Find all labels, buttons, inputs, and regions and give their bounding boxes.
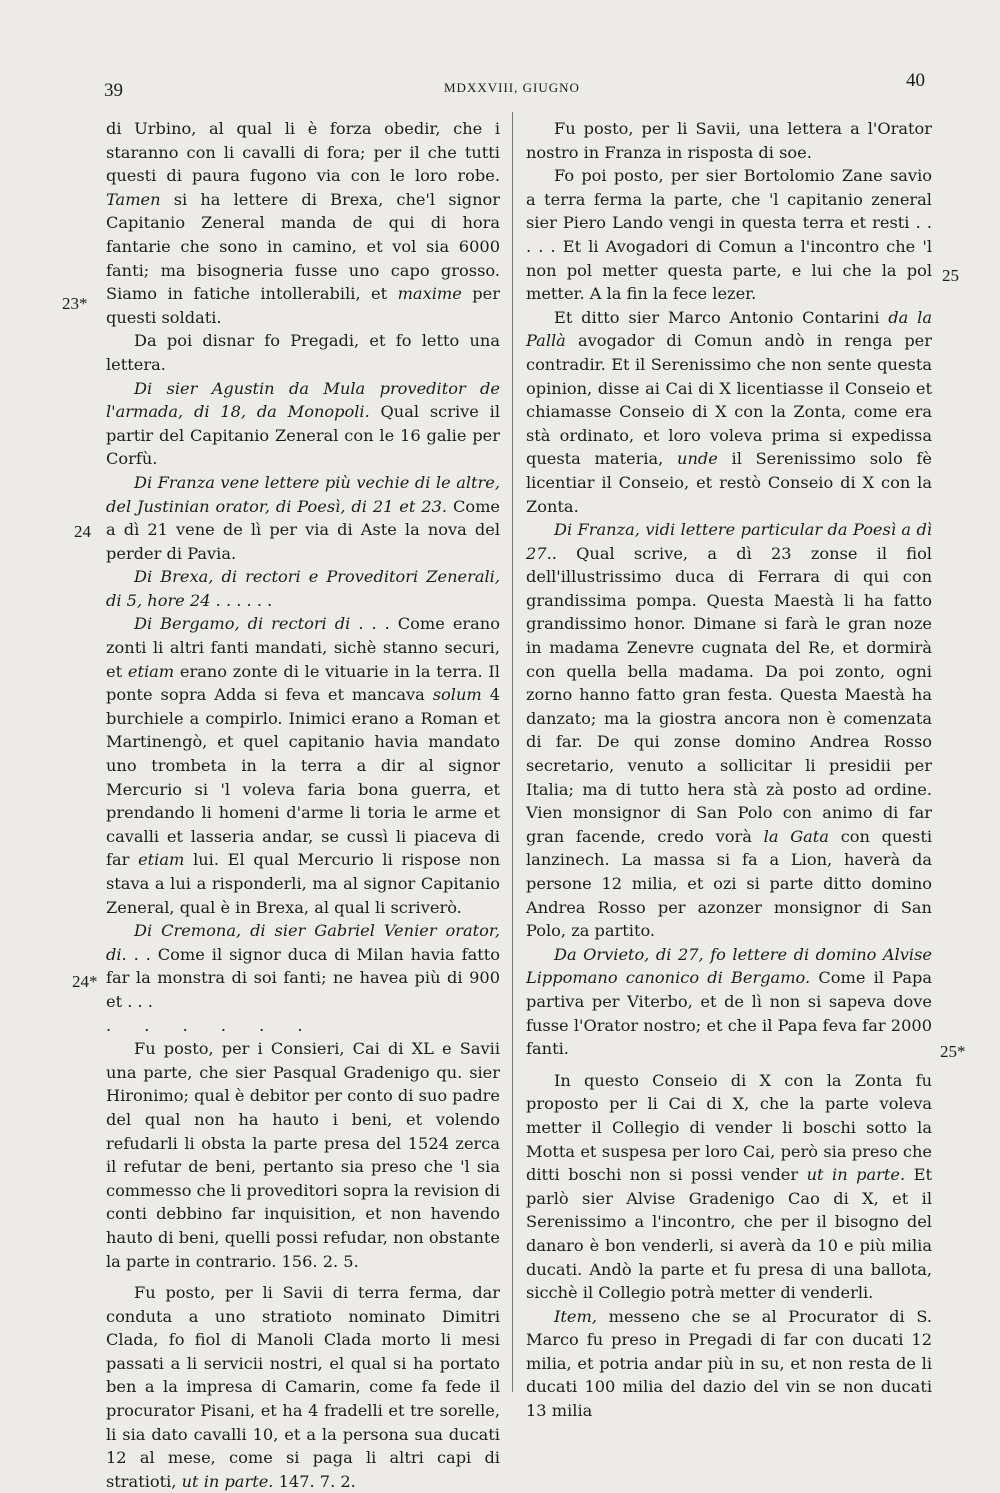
- page-number-right: 40: [906, 70, 925, 91]
- paragraph: di Urbino, al qual li è forza obedir, che i staranno con li cavalli di fora; per il che tutti questi di paura fugono via con le loro robe. Tamen si ha lettere di Brexa, che'l signor Capitanio Zeneral manda de qui di hora fantarie che sono in camino, et vol sia 6000 fanti; ma bisogneria fusse uno capo grosso. Siamo in fatiche intollerabili, et maxime per questi soldati.: [106, 119, 500, 327]
- paragraph: In questo Conseio di X con la Zonta fu proposto per li Cai di X, che la parte voleva metter il Collegio di vender li boschi sotto la Motta et suspesa per loro Cai, però sia preso che ditti boschi non si possi vender ut in parte. Et parlò sier Alvise Gradenigo Cao di X, et il Serenissimo a l'incontro, che per il bisogno del danaro è bon venderli, si averà da 10 e più milia ducati. Andò la parte et fu presa di una ballota, sicchè il Collegio potrà metter di venderli.: [526, 1070, 932, 1303]
- paragraph: Fo poi posto, per sier Bortolomio Zane savio a terra ferma la parte, che 'l capitanio zeneral sier Piero Lando vengi in questa terra et resti . . . . . Et li Avogadori di Comun a l'incontro che 'l non pol metter questa parte, e lui che la pol metter. A la fin la fece lezer.: [526, 166, 932, 304]
- paragraph: Fu posto, per li Savii di terra ferma, dar conduta a uno stratioto nominato Dimitri Clada, fo fiol di Manoli Clada morto li mesi passati a li servicii nostri, el qual si ha portato ben a la impresa di Camarin, come fa fede il procurator Pisani, et ha 4 fradelli et tre sorelle, li sia dato cavalli 10, et a la persona sua ducati 12 al mese, come si paga li altri capi di stratioti, ut in parte. 147. 7. 2.: [106, 1283, 500, 1491]
- paragraph: Da Orvieto, di 27, fo lettere di domino Alvise Lippomano canonico di Bergamo. Come il Papa partiva per Viterbo, et de lì non si sapeva dove fusse l'Orator nostro; et che il Papa feva far 2000 fanti.: [526, 944, 932, 1059]
- margin-mark-25s: 25*: [940, 1042, 966, 1061]
- paragraph: Di Brexa, di rectori e Proveditori Zenerali, di 5, hore 24 . . . . . .: [106, 567, 500, 610]
- paragraph: Da poi disnar fo Pregadi, et fo letto una lettera.: [106, 331, 500, 374]
- paragraph: Et ditto sier Marco Antonio Contarini da la Pallà avogador di Comun andò in renga per contradir. Et il Serenissimo che non sente questa opinion, disse ai Cai di X licentiasse il Conseio et chiamasse Conseio di X con la Zonta, come era stà ordinato, et loro voleva prima si expedissa questa materia, unde il Serenissimo solo fè licentiar il Conseio, et restò Conseio di X con la Zonta.: [526, 307, 932, 516]
- paragraph: Fu posto, per i Consieri, Cai di XL e Savii una parte, che sier Pasqual Gradenigo qu. sier Hironimo; qual è debitor per conto di suo padre del qual non ha hauto i beni, et volendo refudarli li obsta la parte presa del 1524 zerca il refutar de beni, pertanto sia preso che 'l sia commesso che li proveditori sopra la revision di conti debbino far inquisition, et non havendo hauto di beni, quelli possi refudar, non obstante la parte in contrario. 156. 2. 5.: [106, 1039, 500, 1271]
- margin-mark-23s: 23*: [62, 294, 88, 313]
- margin-mark-24: 24: [74, 522, 91, 541]
- paragraph: Item, messeno che se al Procurator di S. Marco fu preso in Pregadi di far con ducati 12 milia, et potria andar più in su, et non resta de li ducati 100 milia del dazio del vin se non ducati 13 milia: [526, 1306, 932, 1421]
- right-column: [526, 117, 932, 1423]
- margin-mark-25: 25: [942, 266, 959, 285]
- ellipsis-line: . . . . . .: [106, 1015, 317, 1035]
- paragraph: Di Bergamo, di rectori di . . . Come erano zonti li altri fanti mandati, sichè stanno securi, et etiam erano zonte di le vituarie in la terra. Il ponte sopra Adda si feva et mancava solum 4 burchiele a compirlo. Inimici erano a Roman et Martinengò, et quel capitanio havia mandato uno trombeta in la terra a dir al signor Mercurio si 'l voleva faria bona guerra, et prendando li homeni d'arme li toria le arme et cavalli et lasseria andar, se cussì li piaceva di far etiam lui. El qual Mercurio li rispose non stava a lui a risponderli, ma al signor Capitanio Zeneral, qual è in Brexa, al qual li scriverò.: [106, 614, 500, 917]
- running-header: [0, 66, 1000, 106]
- paragraph: Di Franza vene lettere più vechie di le altre, del Justinian orator, di Poesì, di 21 et 23. Come a dì 21 vene de lì per via di Aste la nova del perder di Pavia.: [106, 472, 500, 563]
- running-title: MDXXVIII, GIUGNO: [444, 80, 580, 95]
- margin-mark-24s: 24*: [72, 972, 98, 991]
- paragraph: Fu posto, per li Savii, una lettera a l'Orator nostro in Franza in risposta di soe.: [526, 119, 932, 162]
- column-divider: [512, 112, 513, 1392]
- paragraph: Di Franza, vidi lettere particular da Poesì a dì 27.. Qual scrive, a dì 23 zonse il fiol dell'illustrissimo duca di Ferrara di qui con grandissima pompa. Questa Maestà li ha fatto grandissimo honor. Dimane si farà le gran noze in madama Zenevre cugnata del Re, et dormirà con quella bella madama. Da poi zonto, ogni zorno hanno fatto gran festa. Questa Maestà ha danzato; ma la giostra ancora non è comenzata di far. De qui zonse domino Andrea Rosso secretario, venuto a sollicitar li presidii per Italia; ma di tutto hera stà zà posto ad ordine. Vien monsignor di San Polo con animo di far gran facende, credo vorà la Gata con questi lanzinech. La massa si fa a Lion, haverà da persone 12 milia, et ozi si parte ditto domino Andrea Rosso per azonzer monsignor di San Polo, za partito.: [526, 520, 933, 941]
- page-number-left: 39: [104, 80, 123, 101]
- paragraph: Di Cremona, di sier Gabriel Venier orator, di. . . Come il signor duca di Milan havia fatto far la monstra di soi fanti; ne havea più di 900 et . . .: [106, 921, 500, 1011]
- paragraph: Di sier Agustin da Mula proveditor de l'armada, di 18, da Monopoli. Qual scrive il partir del Capitanio Zeneral con le 16 galie per Corfù.: [106, 378, 500, 469]
- left-column: [106, 117, 500, 1493]
